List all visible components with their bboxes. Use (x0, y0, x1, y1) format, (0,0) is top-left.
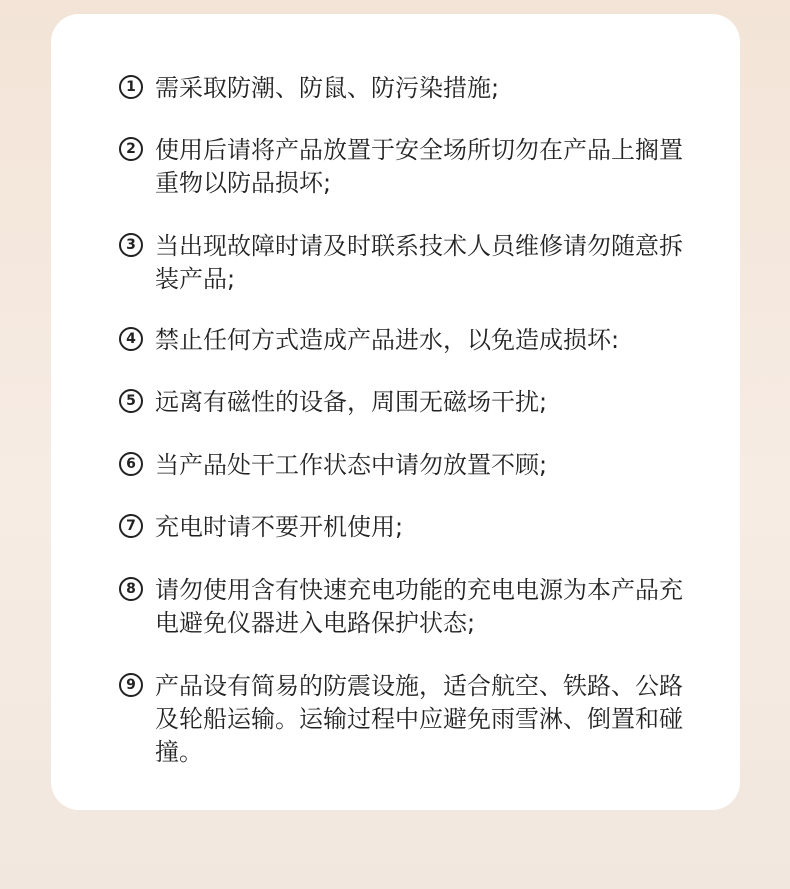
item-text: 产品设有简易的防震设施，适合航空、铁路、公路及轮船运输。运输过程中应避免雨雪淋、倒置和碰撞。 (155, 672, 683, 766)
item-number-badge: 9 (119, 673, 143, 697)
item-number-badge: 7 (119, 514, 143, 538)
notice-card (51, 14, 740, 810)
item-text: 当出现故障时请及时联系技术人员维修请勿随意拆装产品; (155, 232, 683, 293)
item-text: 请勿使用含有快速充电功能的充电电源为本产品充电避免仪器进入电路保护状态; (155, 576, 683, 637)
item-number-badge: 1 (119, 75, 143, 99)
item-number-badge: 2 (119, 137, 143, 161)
item-text: 使用后请将产品放置于安全场所切勿在产品上搁置重物以防品损坏; (155, 136, 683, 197)
item-text: 当产品处干工作状态中请勿放置不顾; (155, 451, 548, 479)
item-text: 远离有磁性的设备，周围无磁场干扰; (155, 388, 548, 416)
item-number-badge: 5 (119, 389, 143, 413)
item-text: 充电时请不要开机使用; (155, 513, 404, 541)
item-number-badge: 3 (119, 233, 143, 257)
item-text: 需采取防潮、防鼠、防污染措施; (155, 74, 500, 102)
item-number-badge: 6 (119, 452, 143, 476)
item-text: 禁止任何方式造成产品进水，以免造成损坏: (155, 326, 620, 354)
item-number-badge: 4 (119, 327, 143, 351)
item-number-badge: 8 (119, 577, 143, 601)
